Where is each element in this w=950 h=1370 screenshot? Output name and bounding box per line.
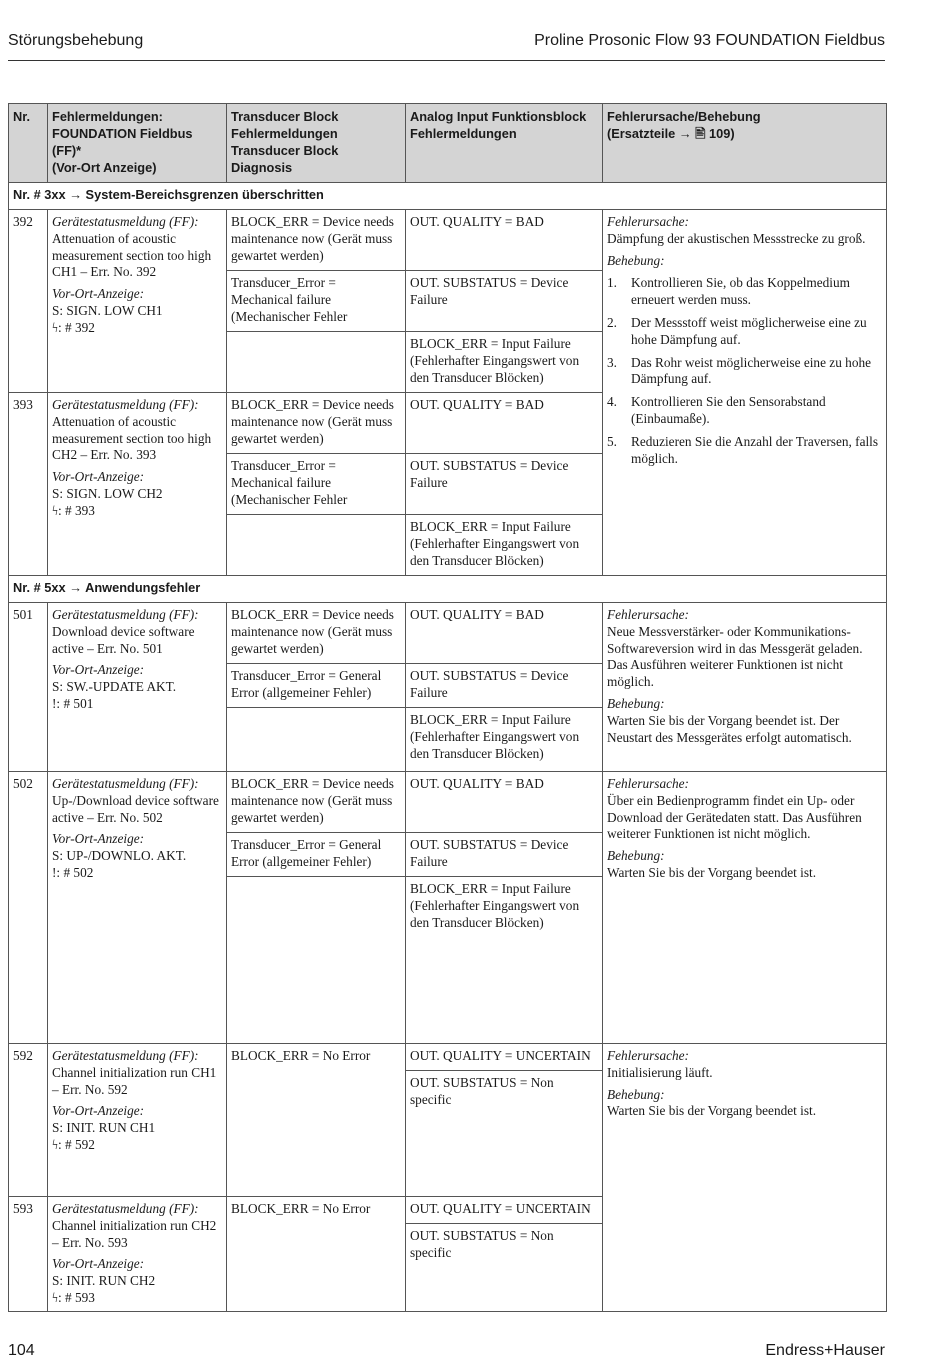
step-number: 1. xyxy=(607,275,617,291)
local-display-line1: S: SIGN. LOW CH1 xyxy=(52,302,163,318)
list-item xyxy=(607,434,882,468)
col-header-ai xyxy=(406,104,603,183)
local-display-label: Vor-Ort-Anzeige: xyxy=(52,286,145,302)
local-display-line2: ϟ: # 592 xyxy=(52,1136,95,1152)
ai-message-1: OUT. QUALITY = UNCERTAIN xyxy=(406,1197,603,1224)
ai-message-1: OUT. QUALITY = BAD xyxy=(406,603,603,664)
local-display-line1: S: SIGN. LOW CH2 xyxy=(52,485,163,501)
ff-message-cell xyxy=(48,603,227,772)
page-number: 104 xyxy=(8,1342,35,1359)
section-row-3xx xyxy=(9,183,887,210)
table-row xyxy=(9,1044,887,1071)
error-number: 392 xyxy=(9,210,48,393)
step-text: Reduzieren Sie die Anzahl der Traversen, falls möglich. xyxy=(631,433,879,466)
table-header-row xyxy=(9,104,887,183)
ai-message-2: OUT. SUBSTATUS = Device Failure xyxy=(406,833,603,877)
ai-message-2: OUT. SUBSTATUS = Device Failure xyxy=(406,664,603,708)
error-number: 502 xyxy=(9,772,48,1044)
error-number: 593 xyxy=(9,1197,48,1312)
table-row xyxy=(9,603,887,664)
ff-message-cell xyxy=(48,1044,227,1197)
cause-remedy-cell xyxy=(603,1044,887,1312)
cause-label: Fehlerursache: xyxy=(607,607,689,622)
tb-empty xyxy=(227,515,406,576)
section-row-5xx xyxy=(9,576,887,603)
ff-label: Gerätestatusmeldung (FF): xyxy=(52,776,199,791)
tb-empty xyxy=(227,708,406,772)
page-footer xyxy=(8,1342,885,1364)
ff-text: Channel initialization run CH1 – Err. No. 592 xyxy=(52,1064,217,1097)
table-row xyxy=(9,210,887,271)
local-display-label: Vor-Ort-Anzeige: xyxy=(52,469,145,485)
cause-text: Über ein Bedienprogramm findet ein Up- oder Download der Gerätedaten statt. Das Ausführen weiterer Funktionen ist nicht möglich. xyxy=(607,792,862,842)
col-header-ff xyxy=(48,104,227,183)
remedy-label: Behebung: xyxy=(607,1086,665,1102)
local-display-line2: !: # 502 xyxy=(52,864,94,880)
ff-message-cell xyxy=(48,210,227,393)
remedy-text: Warten Sie bis der Vorgang beendet ist. xyxy=(607,1103,817,1119)
cause-remedy-cell xyxy=(603,772,887,1044)
local-display-line1: S: INIT. RUN CH1 xyxy=(52,1120,156,1136)
page-header xyxy=(8,30,885,61)
ff-text: Download device software active – Err. No. 501 xyxy=(52,623,195,656)
tb-message-1: BLOCK_ERR = Device needs maintenance now (Gerät muss gewartet werden) xyxy=(227,772,406,833)
ff-message-cell xyxy=(48,772,227,1044)
local-display-line2: !: # 501 xyxy=(52,695,94,711)
col-header-cause-text: Fehlerursache/Behebung (Ersatzteile → 🖹 109) xyxy=(607,109,761,141)
remedy-text: Warten Sie bis der Vorgang beendet ist. Der Neustart des Messgerätes erfolgt automatisch. xyxy=(607,712,852,745)
cause-remedy-cell xyxy=(603,210,887,576)
col-header-nr xyxy=(9,104,48,183)
ff-message-cell xyxy=(48,1197,227,1312)
list-item xyxy=(607,315,882,349)
remedy-label: Behebung: xyxy=(607,848,665,864)
ff-label: Gerätestatusmeldung (FF): xyxy=(52,214,199,229)
list-item xyxy=(607,394,882,428)
ff-text: Attenuation of acoustic measurement section too high CH2 – Err. No. 393 xyxy=(52,413,212,463)
remedy-label: Behebung: xyxy=(607,252,665,268)
local-display-line1: S: UP-/DOWNLO. AKT. xyxy=(52,848,187,864)
step-text: Das Rohr weist möglicherweise eine zu hohe Dämpfung auf. xyxy=(631,354,872,387)
tb-message-2: Transducer_Error = General Error (allgemeiner Fehler) xyxy=(227,664,406,708)
cause-text: Dämpfung der akustischen Messstrecke zu groß. xyxy=(607,230,866,246)
col-header-ai-text: Analog Input Funktionsblock Fehlermeldungen xyxy=(410,109,587,141)
tb-empty xyxy=(227,332,406,393)
step-text: Kontrollieren Sie, ob das Koppelmedium erneuert werden muss. xyxy=(631,275,850,308)
ff-label: Gerätestatusmeldung (FF): xyxy=(52,1201,199,1216)
tb-message-1: BLOCK_ERR = No Error xyxy=(227,1197,406,1312)
ai-message-2: OUT. SUBSTATUS = Non specific xyxy=(406,1224,603,1311)
ff-text: Up-/Download device software active – Err. No. 502 xyxy=(52,792,219,825)
remedy-label: Behebung: xyxy=(607,695,665,711)
ai-message-1: OUT. QUALITY = BAD xyxy=(406,210,603,271)
list-item xyxy=(607,275,882,309)
ff-label: Gerätestatusmeldung (FF): xyxy=(52,397,199,412)
col-header-cause xyxy=(603,104,887,183)
section-title: Nr. # 5xx → Anwendungsfehler xyxy=(9,576,887,603)
ff-text: Channel initialization run CH2 – Err. No. 593 xyxy=(52,1217,217,1250)
chapter-title: Störungsbehebung xyxy=(8,32,144,49)
ai-message-1: OUT. QUALITY = UNCERTAIN xyxy=(406,1044,603,1071)
col-header-tb-text: Transducer Block Fehlermeldungen Transducer Block Diagnosis xyxy=(231,109,339,175)
step-number: 4. xyxy=(607,394,617,410)
cause-remedy-cell xyxy=(603,603,887,772)
remedy-text: Warten Sie bis der Vorgang beendet ist. xyxy=(607,864,817,880)
step-text: Der Messstoff weist möglicherweise eine zu hohe Dämpfung auf. xyxy=(631,314,867,347)
tb-message-2: Transducer_Error = Mechanical failure (Mechanischer Fehler xyxy=(227,271,406,332)
ai-message-3: BLOCK_ERR = Input Failure (Fehlerhafter Eingangswert von den Transducer Blöcken) xyxy=(406,332,603,393)
remedy-steps xyxy=(607,275,882,467)
local-display-line2: ϟ: # 593 xyxy=(52,1289,95,1305)
ai-message-2: OUT. SUBSTATUS = Non specific xyxy=(406,1071,603,1197)
ai-message-1: OUT. QUALITY = BAD xyxy=(406,393,603,454)
error-number: 592 xyxy=(9,1044,48,1197)
local-display-line1: S: INIT. RUN CH2 xyxy=(52,1273,156,1289)
local-display-label: Vor-Ort-Anzeige: xyxy=(52,1103,145,1119)
step-number: 2. xyxy=(607,314,617,330)
tb-message-1: BLOCK_ERR = Device needs maintenance now (Gerät muss gewartet werden) xyxy=(227,210,406,271)
list-item xyxy=(607,355,882,389)
cause-text: Initialisierung läuft. xyxy=(607,1064,713,1080)
step-text: Kontrollieren Sie den Sensorabstand (Einbaumaße). xyxy=(631,394,826,426)
tb-empty xyxy=(227,877,406,1044)
col-header-ff-text: Fehlermeldungen: FOUNDATION Fieldbus (FF)* (Vor-Ort Anzeige) xyxy=(52,109,193,175)
tb-message-2: Transducer_Error = General Error (allgemeiner Fehler) xyxy=(227,833,406,877)
brand-name: Endress+Hauser xyxy=(765,1342,885,1359)
ai-message-3: BLOCK_ERR = Input Failure (Fehlerhafter Eingangswert von den Transducer Blöcken) xyxy=(406,515,603,576)
cause-text: Neue Messverstärker- oder Kommunikations-Softwareversion wird in das Messgerät geladen. Das Ausführen weiterer Funktionen ist nicht möglich. xyxy=(607,623,863,690)
cause-label: Fehlerursache: xyxy=(607,776,689,791)
tb-message-2: Transducer_Error = Mechanical failure (Mechanischer Fehler xyxy=(227,454,406,515)
col-header-tb xyxy=(227,104,406,183)
ai-message-2: OUT. SUBSTATUS = Device Failure xyxy=(406,271,603,332)
tb-message-1: BLOCK_ERR = Device needs maintenance now (Gerät muss gewartet werden) xyxy=(227,603,406,664)
cause-label: Fehlerursache: xyxy=(607,214,689,229)
document-title: Proline Prosonic Flow 93 FOUNDATION Fieldbus xyxy=(534,32,885,49)
error-number: 501 xyxy=(9,603,48,772)
local-display-label: Vor-Ort-Anzeige: xyxy=(52,831,145,847)
local-display-label: Vor-Ort-Anzeige: xyxy=(52,1256,145,1272)
step-number: 5. xyxy=(607,433,617,449)
local-display-line2: ϟ: # 392 xyxy=(52,319,95,335)
ai-message-3: BLOCK_ERR = Input Failure (Fehlerhafter Eingangswert von den Transducer Blöcken) xyxy=(406,708,603,772)
local-display-line2: ϟ: # 393 xyxy=(52,502,95,518)
step-number: 3. xyxy=(607,354,617,370)
ff-message-cell xyxy=(48,393,227,576)
tb-message-1: BLOCK_ERR = No Error xyxy=(227,1044,406,1197)
section-title: Nr. # 3xx → System-Bereichsgrenzen überschritten xyxy=(9,183,887,210)
local-display-line1: S: SW.-UPDATE AKT. xyxy=(52,679,177,695)
tb-message-1: BLOCK_ERR = Device needs maintenance now (Gerät muss gewartet werden) xyxy=(227,393,406,454)
col-header-nr-text: Nr. xyxy=(13,109,31,124)
error-number: 393 xyxy=(9,393,48,576)
error-table xyxy=(8,103,887,1312)
table-row xyxy=(9,772,887,833)
ai-message-1: OUT. QUALITY = BAD xyxy=(406,772,603,833)
ff-text: Attenuation of acoustic measurement section too high CH1 – Err. No. 392 xyxy=(52,230,212,280)
ai-message-2: OUT. SUBSTATUS = Device Failure xyxy=(406,454,603,515)
ff-label: Gerätestatusmeldung (FF): xyxy=(52,1048,199,1063)
ff-label: Gerätestatusmeldung (FF): xyxy=(52,607,199,622)
cause-label: Fehlerursache: xyxy=(607,1048,689,1063)
ai-message-3: BLOCK_ERR = Input Failure (Fehlerhafter Eingangswert von den Transducer Blöcken) xyxy=(406,877,603,1044)
local-display-label: Vor-Ort-Anzeige: xyxy=(52,662,145,678)
